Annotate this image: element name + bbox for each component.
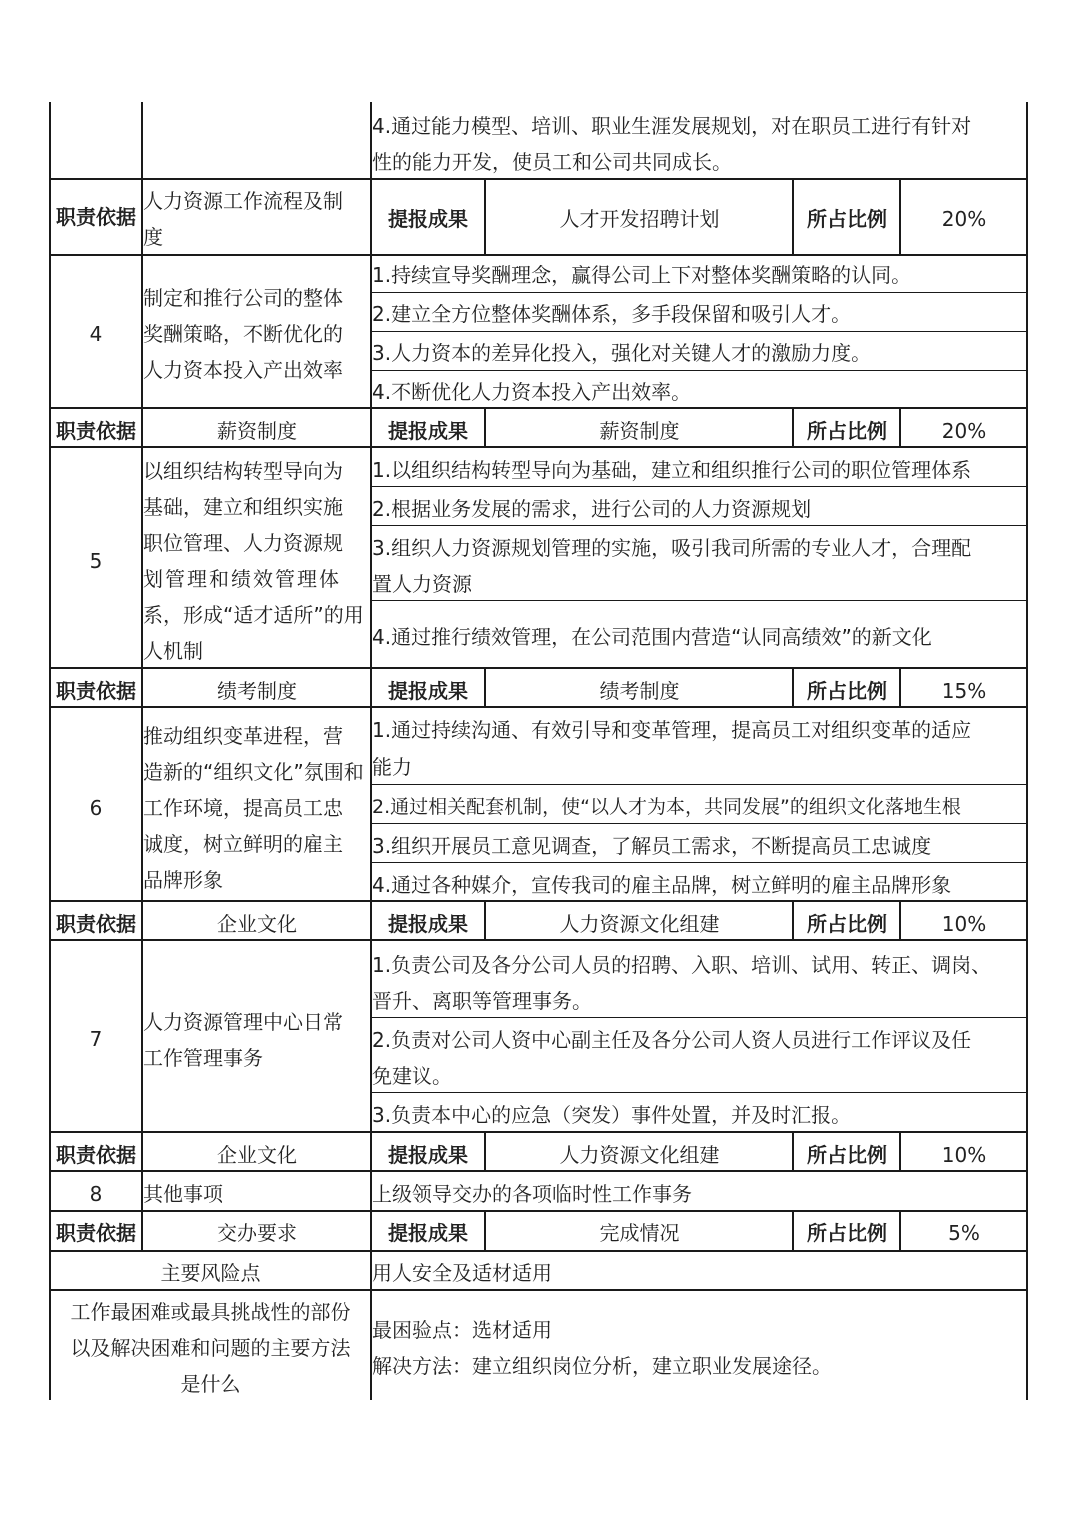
border-basis — [899, 179, 901, 255]
item6-point-1-cont: 能力 — [372, 755, 412, 779]
basis-label: 职责依据 — [56, 1221, 136, 1245]
item3-point-4-cont: 性的能力开发，使员工和公司共同成长。 — [372, 150, 732, 174]
subrow-border — [371, 486, 1027, 487]
border-basis — [484, 1132, 486, 1171]
subrow-border — [371, 370, 1027, 371]
item3-point-4: 4.通过能力模型、培训、职业生涯发展规划，对在职员工进行有针对 — [372, 114, 972, 138]
result-value: 人力资源文化组建 — [559, 912, 720, 936]
item5-title-1: 以组织结构转型导向为 — [143, 459, 343, 483]
item4-title-1: 制定和推行公司的整体 — [143, 286, 343, 310]
border-basis — [792, 179, 794, 255]
ratio-label: 所占比例 — [807, 419, 887, 443]
border-basis — [899, 668, 901, 707]
subrow-border — [371, 292, 1027, 293]
border-basis — [899, 901, 901, 940]
border-basis — [792, 408, 794, 447]
basis-value: 人力资源工作流程及制 — [143, 189, 343, 213]
basis-label: 职责依据 — [56, 205, 136, 229]
item6-title-1: 推动组织变革进程，营 — [143, 724, 343, 748]
basis-value: 企业文化 — [217, 912, 297, 936]
basis-value-cont: 度 — [143, 225, 163, 249]
result-label: 提报成果 — [388, 912, 468, 936]
ratio-label: 所占比例 — [807, 207, 887, 231]
result-label: 提报成果 — [388, 1143, 468, 1167]
item6-point-3: 3.组织开展员工意见调查，了解员工需求，不断提高员工忠诚度 — [372, 834, 932, 858]
item6-point-4: 4.通过各种媒介，宣传我司的雇主品牌，树立鲜明的雇主品牌形象 — [372, 873, 952, 897]
basis-value: 交办要求 — [217, 1221, 297, 1245]
ratio-value: 20% — [941, 207, 987, 231]
item6-title-2: 造新的“组织文化”氛围和 — [143, 760, 364, 784]
item5-point-4: 4.通过推行绩效管理，在公司范围内营造“认同高绩效”的新文化 — [372, 625, 932, 649]
ratio-value: 5% — [948, 1221, 980, 1245]
item-number: 7 — [89, 1027, 103, 1051]
subrow-border — [371, 862, 1027, 863]
item4-point-4: 4.不断优化人力资本投入产出效率。 — [372, 380, 692, 404]
row-border — [49, 900, 1028, 902]
item6-point-2: 2.通过相关配套机制，使“以人才为本，共同发展”的组织文化落地生根 — [372, 796, 961, 818]
challenge-label-2: 以及解决困难和问题的主要方法 — [70, 1336, 351, 1360]
item-number: 5 — [89, 549, 103, 573]
item5-title-5: 系，形成“适才适所”的用 — [143, 603, 364, 627]
item-number: 4 — [89, 322, 103, 346]
subrow-border — [371, 823, 1027, 824]
border-basis — [484, 668, 486, 707]
challenge-difficulty: 最困验点：选材适用 — [372, 1318, 552, 1342]
border-basis — [899, 1210, 901, 1251]
row-border — [49, 407, 1028, 409]
result-label: 提报成果 — [388, 207, 468, 231]
risk-label: 主要风险点 — [160, 1261, 261, 1285]
item4-point-2: 2.建立全方位整体奖酬体系，多手段保留和吸引人才。 — [372, 302, 852, 326]
ratio-value: 10% — [941, 912, 987, 936]
border-basis — [484, 901, 486, 940]
item6-title-4: 诚度，树立鲜明的雇主 — [143, 832, 343, 856]
item6-point-1: 1.通过持续沟通、有效引导和变革管理，提高员工对组织变革的适应 — [372, 718, 972, 742]
border-basis — [484, 408, 486, 447]
border-basis — [792, 1132, 794, 1171]
item7-point-2: 2.负责对公司人资中心副主任及各分公司人资人员进行工作评议及任 — [372, 1028, 972, 1052]
item7-point-1: 1.负责公司及各分公司人员的招聘、入职、培训、试用、转正、调岗、 — [372, 953, 992, 977]
ratio-label: 所占比例 — [807, 1143, 887, 1167]
ratio-value: 20% — [941, 419, 987, 443]
basis-label: 职责依据 — [56, 419, 136, 443]
border-basis — [792, 668, 794, 707]
basis-value: 绩考制度 — [217, 679, 297, 703]
basis-label: 职责依据 — [56, 912, 136, 936]
ratio-value: 10% — [941, 1143, 987, 1167]
border-basis — [792, 901, 794, 940]
item4-point-1: 1.持续宣导奖酬理念，赢得公司上下对整体奖酬策略的认同。 — [372, 263, 912, 287]
subrow-border — [371, 784, 1027, 785]
border-basis — [899, 1132, 901, 1171]
row-border — [49, 706, 1028, 708]
row-border — [49, 667, 1028, 669]
result-value: 人才开发招聘计划 — [559, 207, 720, 231]
item6-title-3: 工作环境，提高员工忠 — [143, 796, 343, 820]
item6-title-5: 品牌形象 — [143, 868, 223, 892]
row-border — [49, 1131, 1028, 1133]
ratio-label: 所占比例 — [807, 679, 887, 703]
result-value: 绩考制度 — [599, 679, 680, 703]
item5-point-2: 2.根据业务发展的需求，进行公司的人力资源规划 — [372, 497, 812, 521]
subrow-border — [371, 1092, 1027, 1093]
row-border — [49, 178, 1028, 180]
item7-title-1: 人力资源管理中心日常 — [143, 1010, 343, 1034]
ratio-label: 所占比例 — [807, 1221, 887, 1245]
subrow-border — [371, 1017, 1027, 1018]
result-value: 薪资制度 — [599, 419, 680, 443]
result-label: 提报成果 — [388, 419, 468, 443]
row-border — [49, 939, 1028, 941]
ratio-label: 所占比例 — [807, 912, 887, 936]
challenge-label-3: 是什么 — [180, 1372, 241, 1396]
border-right — [1026, 102, 1028, 1400]
item4-point-3: 3.人力资本的差异化投入，强化对关键人才的激励力度。 — [372, 341, 872, 365]
border-col2 — [370, 102, 372, 1400]
item7-point-1-cont: 晋升、离职等管理事务。 — [372, 989, 592, 1013]
item5-title-4: 划管理和绩效管理体 — [143, 567, 341, 591]
subrow-border — [371, 331, 1027, 332]
item5-title-6: 人机制 — [143, 639, 203, 663]
border-left — [49, 102, 51, 1400]
basis-value: 企业文化 — [217, 1143, 297, 1167]
result-value: 人力资源文化组建 — [559, 1143, 720, 1167]
border-basis — [899, 408, 901, 447]
risk-text: 用人安全及适材适用 — [372, 1261, 552, 1285]
subrow-border — [371, 525, 1027, 526]
item5-point-3: 3.组织人力资源规划管理的实施，吸引我司所需的专业人才，合理配 — [372, 536, 972, 560]
subrow-border — [371, 600, 1027, 601]
row-border — [49, 446, 1028, 448]
item5-title-2: 基础，建立和组织实施 — [143, 495, 343, 519]
row-border — [49, 1250, 1028, 1252]
basis-value: 薪资制度 — [217, 419, 297, 443]
row-border — [49, 1170, 1028, 1172]
border-basis — [792, 1210, 794, 1251]
item5-point-1: 1.以组织结构转型导向为基础，建立和组织推行公司的职位管理体系 — [372, 458, 972, 482]
border-basis — [484, 1210, 486, 1251]
item8-title: 其他事项 — [143, 1182, 223, 1206]
border-col1 — [141, 102, 143, 1252]
challenge-solution: 解决方法：建立组织岗位分析，建立职业发展途径。 — [372, 1354, 832, 1378]
item5-title-3: 职位管理、人力资源规 — [143, 531, 343, 555]
row-border — [49, 254, 1028, 256]
item4-title-3: 人力资本投入产出效率 — [143, 358, 343, 382]
item-number: 8 — [89, 1182, 103, 1206]
item-number: 6 — [89, 796, 103, 820]
result-value: 完成情况 — [599, 1221, 680, 1245]
border-basis — [484, 179, 486, 255]
item4-title-2: 奖酬策略，不断优化的 — [143, 322, 343, 346]
item7-title-2: 工作管理事务 — [143, 1046, 263, 1070]
result-label: 提报成果 — [388, 679, 468, 703]
item5-point-3-cont: 置人力资源 — [372, 572, 472, 596]
basis-label: 职责依据 — [56, 1143, 136, 1167]
challenge-label-1: 工作最困难或最具挑战性的部份 — [70, 1300, 351, 1324]
basis-label: 职责依据 — [56, 679, 136, 703]
item7-point-2-cont: 免建议。 — [372, 1064, 452, 1088]
item7-point-3: 3.负责本中心的应急（突发）事件处置，并及时汇报。 — [372, 1103, 852, 1127]
row-border — [49, 1289, 1028, 1291]
ratio-value: 15% — [941, 679, 987, 703]
result-label: 提报成果 — [388, 1221, 468, 1245]
row-border — [49, 1210, 1028, 1212]
item8-text: 上级领导交办的各项临时性工作事务 — [372, 1182, 692, 1206]
